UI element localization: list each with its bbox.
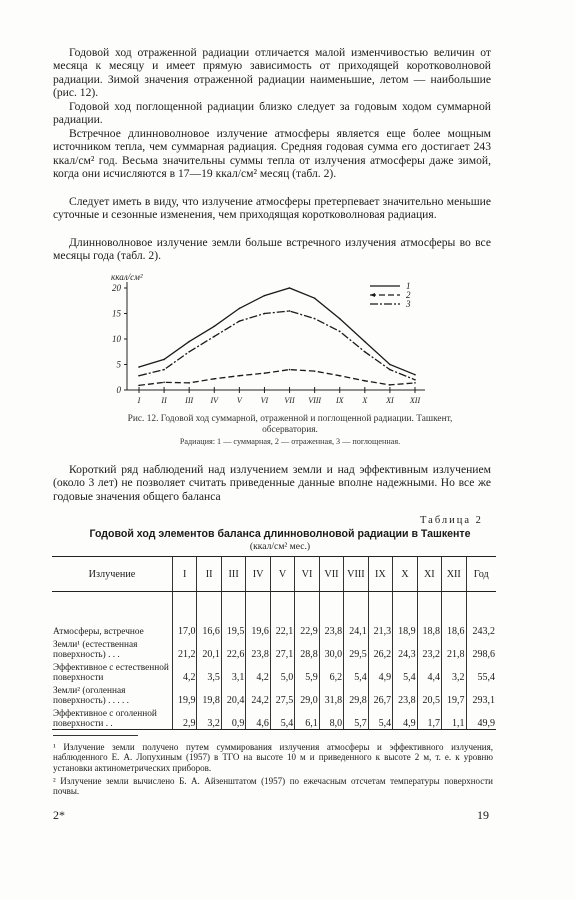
data-point (264, 313, 266, 315)
data-point (414, 382, 416, 384)
y-axis-label: ккал/см² (111, 272, 143, 282)
table-cell: 5,9 (295, 660, 319, 683)
table-row (52, 660, 496, 683)
x-tick-label: XI (386, 396, 394, 405)
table-cell: 3,5 (197, 660, 221, 683)
row-label: Земли¹ (естественная поверхность) . . . (53, 640, 138, 660)
table-cell: 49,9 (466, 706, 496, 730)
table-cell: 30,0 (319, 637, 343, 660)
data-point (239, 308, 241, 310)
table-cell: 23,8 (319, 592, 343, 638)
column-header: IX (368, 557, 392, 592)
x-tick-label: I (137, 396, 141, 405)
column-header: IV (246, 557, 270, 592)
row-label: Эффективное с естественной поверхности (53, 663, 169, 683)
table-cell: 5,4 (368, 706, 392, 730)
column-header: X (393, 557, 417, 592)
table-header-row (52, 557, 496, 592)
table-cell: 23,2 (417, 637, 441, 660)
table-unit: (ккал/см² мес.) (249, 541, 311, 552)
data-point (213, 378, 215, 380)
data-point (389, 384, 391, 386)
x-tick-label: VIII (308, 396, 322, 405)
table-cell: 1,1 (442, 706, 466, 730)
table-cell: 3,2 (442, 660, 466, 683)
column-header: II (197, 557, 221, 592)
table-cell: 19,5 (221, 592, 245, 638)
table-cell: 0,9 (221, 706, 245, 730)
data-point (289, 287, 291, 289)
table-cell: 24,1 (344, 592, 369, 638)
table-cell: 20,5 (417, 683, 441, 706)
table-cell: 31,8 (319, 683, 343, 706)
data-point (289, 369, 291, 371)
table-cell: 298,6 (466, 637, 496, 660)
x-tick-label: IX (335, 396, 344, 405)
data-point (414, 374, 416, 376)
data-point (314, 370, 316, 372)
data-point (414, 379, 416, 381)
data-point (314, 318, 316, 320)
table-cell: 5,0 (270, 660, 294, 683)
table-cell: 27,1 (270, 637, 294, 660)
table-cell: 21,2 (173, 637, 197, 660)
legend-label: 2 (406, 290, 411, 300)
table-cell: 293,1 (466, 683, 496, 706)
table-cell: 18,8 (417, 592, 441, 638)
table-title: Годовой ход элементов баланса длинноволновой радиации в Ташкенте (89, 528, 471, 540)
data-point (364, 341, 366, 343)
table-row (52, 592, 496, 638)
x-tick-label: III (185, 396, 194, 405)
x-tick-label: VII (284, 396, 295, 405)
table-cell: 4,6 (246, 706, 270, 730)
balance-table (52, 556, 496, 730)
table-cell: 243,2 (466, 592, 496, 638)
table-cell: 6,1 (295, 706, 319, 730)
y-tick-label: 15 (112, 308, 121, 319)
column-header: XI (417, 557, 441, 592)
x-tick-label: X (362, 396, 368, 405)
table-cell: 5,4 (344, 660, 369, 683)
x-tick-label: VI (260, 396, 269, 405)
series-line-3 (139, 311, 415, 380)
data-point (339, 375, 341, 377)
table-cell: 2,9 (173, 706, 197, 730)
table-cell: 16,6 (197, 592, 221, 638)
paragraph-short-series: Короткий ряд наблюдений над излучением земли и над эффективным излучением (около 3 лет) не позволяет считать приведенные данные вполне надежными. Но все же годовые значения общего баланса (53, 463, 491, 503)
x-tick-label: V (236, 396, 242, 405)
series-line-2 (139, 370, 415, 386)
data-point (339, 318, 341, 320)
column-header: I (173, 557, 197, 592)
column-header-name: Излучение (52, 557, 173, 592)
table-cell: 21,3 (368, 592, 392, 638)
footnote-rule (53, 735, 138, 736)
legend-arrow (370, 293, 375, 297)
footnote-2: ² Излучение земли вычислено Б. А. Айзенштатом (1957) по ежечасным отсчетам температуры поверхности почвы. (53, 776, 493, 797)
table-cell: 23,8 (246, 637, 270, 660)
column-header: V (270, 557, 294, 592)
data-point (364, 380, 366, 382)
column-header: XII (442, 557, 466, 592)
table-cell: 22,6 (221, 637, 245, 660)
figure-legend-line: Радиация: 1 — суммарная, 2 — отраженная, 3 — поглощенная. (179, 437, 401, 446)
table-cell: 21,8 (442, 637, 466, 660)
table-cell: 20,4 (221, 683, 245, 706)
legend-label: 1 (406, 281, 411, 291)
table-cell: 26,2 (368, 637, 392, 660)
table-cell: 24,2 (246, 683, 270, 706)
data-point (389, 364, 391, 366)
legend-label: 3 (406, 299, 411, 309)
data-point (188, 351, 190, 353)
table-cell: 8,0 (319, 706, 343, 730)
table-cell: 20,1 (197, 637, 221, 660)
table-cell: 17,0 (173, 592, 197, 638)
data-point (188, 341, 190, 343)
paragraph-note: Следует иметь в виду, что излучение атмосферы претерпевает значительно меньшие суточные и сезонные изменения, чем приходящая коротковолновая радиация. (53, 195, 491, 222)
table-cell: 22,9 (295, 592, 319, 638)
data-point (314, 297, 316, 299)
table-cell: 19,8 (197, 683, 221, 706)
paragraph-longwave: Длинноволновое излучение земли больше встречного излучения атмосферы во все месяцы года (табл. 2). (53, 236, 491, 263)
y-tick-label: 10 (112, 334, 121, 344)
data-point (213, 336, 215, 338)
table-cell: 3,2 (197, 706, 221, 730)
column-header: Год (466, 557, 496, 592)
column-header: VIII (344, 557, 369, 592)
data-point (138, 385, 140, 387)
table-cell: 1,7 (417, 706, 441, 730)
paragraph-reflected: Годовой ход отраженной радиации отличается малой изменчивостью величин от месяца к месяцу и имеет прямую зависимость от приходящей коротковолновой радиации. Зимой значения отраженной радиации наименьшие, летом — наибольшие (рис. 12). (53, 46, 491, 100)
data-point (239, 320, 241, 322)
paragraph-absorbed: Годовой ход поглощенной радиации близко следует за годовым ходом суммарной радиации. (53, 100, 491, 127)
table-cell: 4,4 (417, 660, 441, 683)
table-cell: 6,2 (319, 660, 343, 683)
data-point (264, 372, 266, 374)
table-cell: 24,3 (393, 637, 417, 660)
data-point (163, 359, 165, 361)
y-tick-label: 20 (112, 283, 121, 293)
series-line-1 (139, 288, 415, 375)
table-cell: 5,7 (344, 706, 369, 730)
row-label: Атмосферы, встречное (53, 627, 144, 637)
table-cell: 19,7 (442, 683, 466, 706)
page-number: 19 (477, 808, 489, 822)
data-point (289, 310, 291, 312)
table-cell: 4,9 (393, 706, 417, 730)
y-tick-label: 5 (116, 359, 121, 370)
table-cell: 3,1 (221, 660, 245, 683)
column-header: III (221, 557, 245, 592)
data-point (163, 382, 165, 384)
data-point (213, 325, 215, 327)
table-cell: 26,7 (368, 683, 392, 706)
table-cell: 23,8 (393, 683, 417, 706)
data-point (239, 375, 241, 377)
x-tick-label: IV (210, 396, 219, 405)
table-cell: 55,4 (466, 660, 496, 683)
y-tick-label: 0 (116, 385, 121, 395)
paragraph-atmosphere: Встречное длинноволновое излучение атмосферы является еще более мощным источником тепла, чем суммарная радиация. Средняя годовая сумма его достигает 243 ккал/см² год. Весьма значительны суммы тепла от излучения атмосферы даже зимой, когда они исчисляются в 17—19 ккал/см² месяц (табл. 2). (53, 127, 491, 181)
table-cell: 4,9 (368, 660, 392, 683)
table-cell: 4,2 (173, 660, 197, 683)
row-label: Эффективное с оголенной поверхности . . (52, 706, 173, 730)
table-cell: 29,5 (344, 637, 369, 660)
data-point (163, 369, 165, 371)
x-tick-label: XII (409, 396, 421, 405)
table-cell: 22,1 (270, 592, 294, 638)
data-point (138, 375, 140, 377)
table-cell: 27,5 (270, 683, 294, 706)
table-row (52, 683, 496, 706)
table-cell: 5,4 (270, 706, 294, 730)
signature-mark: 2* (53, 808, 65, 822)
table-cell: 28,8 (295, 637, 319, 660)
row-label: Земли² (оголенная поверхность) . . . . . (53, 686, 130, 706)
column-header: VI (295, 557, 319, 592)
table-cell: 18,6 (442, 592, 466, 638)
data-point (364, 351, 366, 353)
data-point (264, 295, 266, 297)
footnote-1: ¹ Излучение земли получено путем суммирования излучения атмосферы и эффективного излучения, наблюденного Е. А. Лопухиным (1957) в ТГО на высоте 10 м и приведенного к высоте 2 м, т. е. к уровню установки актинометрических приборов. (53, 742, 493, 773)
table-cell: 4,2 (246, 660, 270, 683)
data-point (188, 382, 190, 384)
data-point (389, 369, 391, 371)
table-row (52, 706, 496, 730)
figure-caption: Рис. 12. Годовой ход суммарной, отраженной и поглощенной радиации. Ташкент, обсерватория. (127, 414, 453, 435)
radiation-chart (95, 268, 445, 406)
column-header: VII (319, 557, 343, 592)
table-cell: 29,0 (295, 683, 319, 706)
table-cell: 29,8 (344, 683, 369, 706)
table-label: Таблица 2 (420, 515, 483, 526)
data-point (138, 366, 140, 368)
x-tick-label: II (161, 396, 167, 405)
table-row (52, 637, 496, 660)
table-cell: 19,6 (246, 592, 270, 638)
table-cell: 18,9 (393, 592, 417, 638)
table-cell: 19,9 (173, 683, 197, 706)
table-cell: 5,4 (393, 660, 417, 683)
data-point (339, 331, 341, 333)
